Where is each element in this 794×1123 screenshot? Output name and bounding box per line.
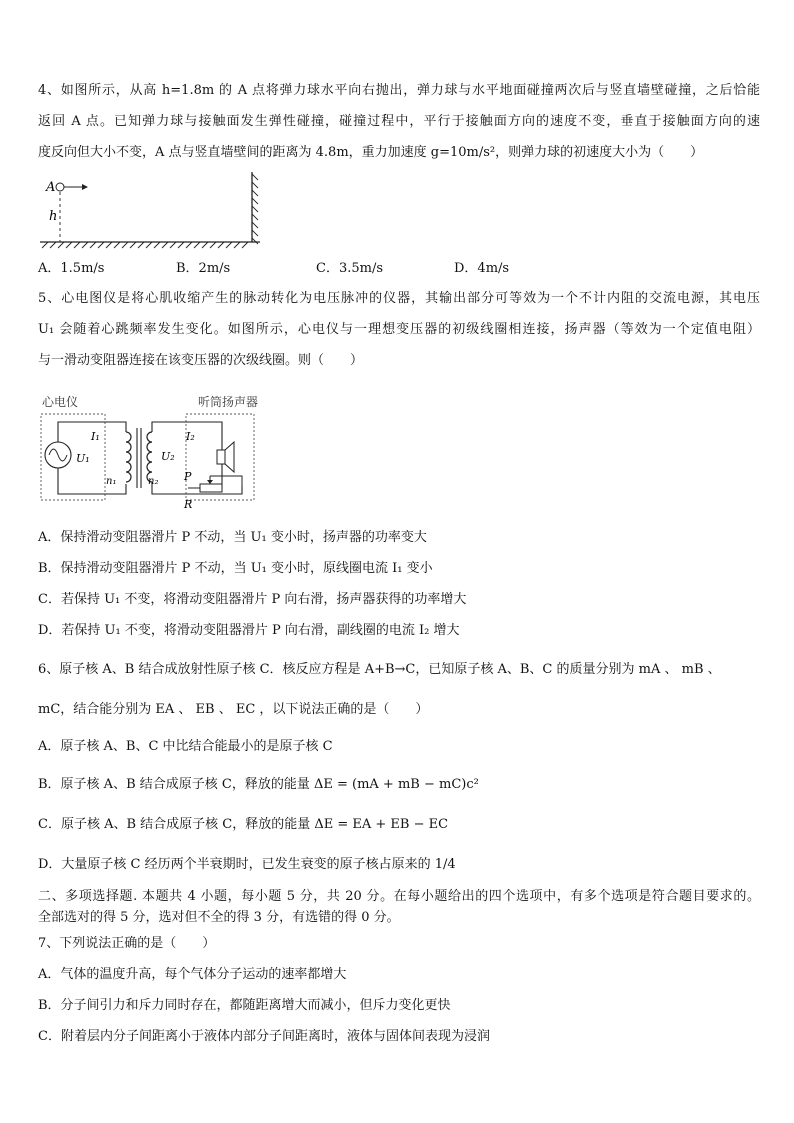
question-4-line-3: 度反向但大小不变，A 点与竖直墙壁间的距离为 4.8m，重力加速度 g=10m/s²，则弹力球的初速度大小为（ ） [38, 145, 704, 160]
question-5-line-1: 5、心电图仪是将心肌收缩产生的脉动转化为电压脉冲的仪器，其输出部分可等效为一个不计内阻的交流电源，其电压 [38, 291, 760, 306]
height-h-label: h [49, 209, 58, 224]
ground-hatching [42, 242, 248, 248]
q5-option-a: A．保持滑动变阻器滑片 P 不动，当 U₁ 变小时，扬声器的功率变大 [38, 530, 427, 545]
q5-option-d: D．若保持 U₁ 不变，将滑动变阻器滑片 P 向右滑，副线圈的电流 I₂ 增大 [38, 623, 460, 638]
q7-option-c: C．附着层内分子间距离小于液体内部分子间距离时，液体与固体间表现为浸润 [38, 1029, 490, 1044]
speaker-cone-icon [225, 442, 234, 472]
slider-p-arrow-icon [207, 480, 213, 484]
question-4-line-2: 返回 A 点。已知弹力球与接触面发生弹性碰撞，碰撞过程中，平行于接触面方向的速度不变，垂直于接触面方向的速 [38, 114, 760, 129]
q4-option-a: A．1.5m/s [38, 261, 105, 276]
q6-option-a: A．原子核 A、B、C 中比结合能最小的是原子核 C [38, 739, 333, 754]
question-4-figure [38, 170, 268, 250]
q4-option-d: D．4m/s [454, 261, 510, 276]
q7-option-b: B．分子间引力和斥力同时存在，都随距离增大而减小，但斥力变化更快 [38, 998, 451, 1013]
section-2-line-2: 全部选对的得 5 分，选对但不全的得 3 分，有选错的得 0 分。 [38, 910, 400, 925]
q7-option-a: A．气体的温度升高，每个气体分子运动的速率都增大 [38, 967, 347, 982]
wall-hatching [252, 174, 258, 244]
q6-option-d: D．大量原子核 C 经历两个半衰期时，已发生衰变的原子核占原来的 1/4 [38, 857, 456, 872]
q4-option-c: C．3.5m/s [316, 261, 383, 276]
label-i1: I₁ [91, 430, 100, 443]
ecg-box-label: 心电仪 [42, 395, 79, 409]
speaker-icon [217, 450, 225, 464]
label-n2: n₂ [148, 476, 159, 487]
q4-option-b: B．2m/s [176, 261, 231, 276]
label-u1: U₁ [76, 452, 90, 465]
question-5-line-2: U₁ 会随着心跳频率发生变化。如图所示，心电仪与一理想变压器的初级线圈相连接，扬声器（等效为一个定值电阻） [38, 322, 760, 337]
label-p: P [184, 470, 192, 483]
arrow-head-icon [82, 184, 88, 190]
question-6-line-1: 6、原子核 A、B 结合成放射性原子核 C．核反应方程是 A+B→C，已知原子核 A、B、C 的质量分别为 mA 、 mB 、 [38, 662, 721, 677]
label-n1: n₁ [106, 476, 117, 487]
primary-coil [126, 432, 131, 482]
label-i2: I₂ [186, 430, 195, 443]
question-5-circuit-figure [38, 390, 278, 514]
question-7-stem: 7、下列说法正确的是（ ） [38, 936, 216, 951]
label-u2: U₂ [161, 450, 175, 463]
q6-option-c: C．原子核 A、B 结合成原子核 C，释放的能量 ΔE = EA + EB − EC [38, 817, 449, 832]
section-2-line-1: 二、多项选择题. 本题共 4 小题，每小题 5 分，共 20 分。在每小题给出的四个选项中，有多个选项是符合题目要求的。 [38, 889, 760, 904]
speaker-box-label: 听筒扬声器 [198, 395, 259, 409]
question-4-options [38, 259, 760, 279]
q5-option-b: B．保持滑动变阻器滑片 P 不动，当 U₁ 变小时，原线圈电流 I₁ 变小 [38, 561, 433, 576]
question-5-line-3: 与一滑动变阻器连接在该变压器的次级线圈。则（ ） [38, 353, 364, 368]
rheostat-resistor [200, 484, 222, 492]
section-2-instructions [38, 886, 760, 928]
question-4-stem [38, 75, 760, 168]
secondary-coil [147, 432, 152, 482]
question-6-line-2: mC，结合能分别为 EA 、 EB 、 EC ，以下说法正确的是（ ） [38, 702, 429, 717]
question-4-line-1: 4、如图所示，从高 h=1.8m 的 A 点将弹力球水平向右抛出，弹力球与水平地面碰撞两次后与竖直墙壁碰撞，之后恰能 [38, 83, 760, 98]
point-a-label: A [46, 180, 56, 195]
ball-icon [56, 183, 64, 191]
q5-option-c: C．若保持 U₁ 不变，将滑动变阻器滑片 P 向右滑，扬声器获得的功率增大 [38, 592, 467, 607]
question-5-stem [38, 283, 760, 376]
q6-option-b: B．原子核 A、B 结合成原子核 C，释放的能量 ΔE = (mA + mB − mC)c² [38, 777, 479, 792]
label-r: R [184, 498, 193, 511]
